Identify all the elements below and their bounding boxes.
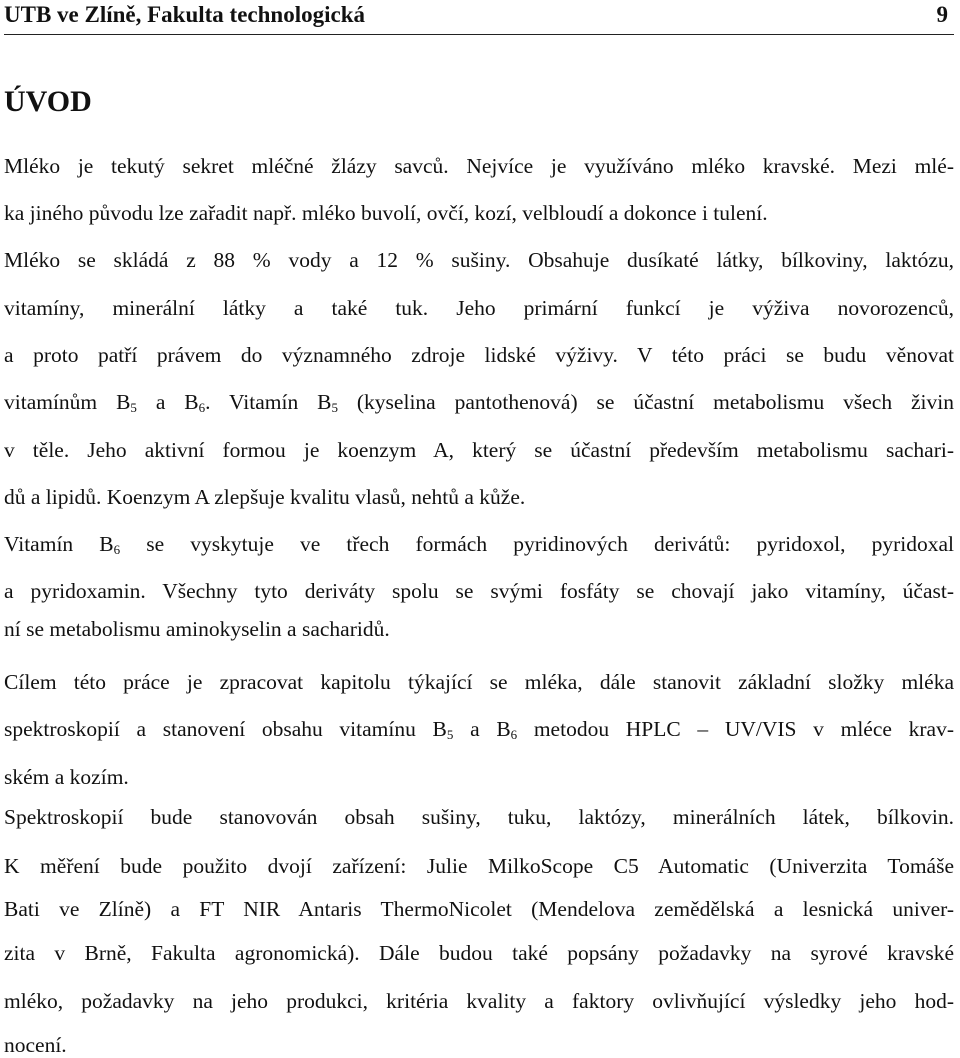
text-run: ní se metabolismu aminokyselin a sacharidů.: [4, 617, 390, 641]
text-run: v těle. Jeho aktivní formou je koenzym A, který se účastní především metabolismu sachari-: [4, 438, 954, 462]
text-run: vitamínům B: [4, 390, 131, 414]
text-run: dů a lipidů. Koenzym A zlepšuje kvalitu vlasů, nehtů a kůže.: [4, 485, 526, 509]
text-run: a proto patří právem do významného zdroje lidské výživy. V této práci se budu věnovat: [4, 343, 954, 367]
text-line: [4, 1032, 954, 1058]
subscript: 6: [113, 542, 121, 557]
text-run: mléko, požadavky na jeho produkci, kritéria kvality a faktory ovlivňující výsledky jeho hod-: [4, 989, 954, 1013]
text-line: [4, 578, 954, 604]
text-run: zita v Brně, Fakulta agronomická). Dále budou také popsány požadavky na syrové kravské: [4, 941, 954, 965]
text-run: . Vitamín B: [205, 390, 332, 414]
subscript: 5: [446, 727, 454, 742]
text-line: [4, 200, 954, 226]
text-line: [4, 616, 954, 642]
text-run: Spektroskopií bude stanovován obsah sušiny, tuku, laktózy, minerálních látek, bílkovin.: [4, 805, 954, 829]
text-line: [4, 531, 954, 557]
text-run: ka jiného původu lze zařadit např. mléko buvolí, ovčí, kozí, velbloudí a dokonce i tulení.: [4, 201, 768, 225]
text-run: vitamíny, minerální látky a také tuk. Jeho primární funkcí je výživa novorozenců,: [4, 296, 954, 320]
text-run: a pyridoxamin. Všechny tyto deriváty spolu se svými fosfáty se chovají jako vitamíny, účast-: [4, 579, 954, 603]
text-run: se vyskytuje ve třech formách pyridinových derivátů: pyridoxol, pyridoxal: [120, 532, 954, 556]
text-line: [4, 716, 954, 742]
text-run: ském a kozím.: [4, 765, 129, 789]
subscript: 6: [198, 400, 206, 415]
text-run: Mléko se skládá z 88 % vody a 12 % sušiny. Obsahuje dusíkaté látky, bílkoviny, laktózu,: [4, 248, 954, 272]
text-line: [4, 484, 954, 510]
text-line: [4, 896, 954, 922]
text-line: [4, 247, 954, 273]
text-run: Bati ve Zlíně) a FT NIR Antaris ThermoNicolet (Mendelova zemědělská a lesnická univer-: [4, 897, 954, 921]
text-run: Cílem této práce je zpracovat kapitolu týkající se mléka, dále stanovit základní složky mléka: [4, 670, 954, 694]
text-run: (kyselina pantothenová) se účastní metabolismu všech živin: [337, 390, 955, 414]
page-header: [4, 0, 954, 35]
text-line: [4, 342, 954, 368]
text-run: a B: [136, 390, 199, 414]
text-run: a B: [453, 717, 511, 741]
text-line: [4, 764, 954, 790]
section-heading: ÚVOD: [4, 85, 92, 118]
text-run: Mléko je tekutý sekret mléčné žlázy savců. Nejvíce je využíváno mléko kravské. Mezi mlé-: [4, 154, 954, 178]
text-line: [4, 804, 954, 830]
subscript: 6: [510, 727, 518, 742]
text-line: [4, 437, 954, 463]
subscript: 5: [130, 400, 137, 415]
subscript: 5: [331, 400, 338, 415]
text-line: [4, 853, 954, 879]
header-institution: UTB ve Zlíně, Fakulta technologická: [4, 2, 365, 27]
text-run: nocení.: [4, 1033, 67, 1057]
text-line: [4, 988, 954, 1014]
text-line: [4, 940, 954, 966]
text-line: [4, 295, 954, 321]
text-run: spektroskopií a stanovení obsahu vitamínu B: [4, 717, 447, 741]
text-line: [4, 389, 954, 415]
text-run: metodou HPLC – UV/VIS v mléce krav-: [517, 717, 954, 741]
text-run: K měření bude použito dvojí zařízení: Julie MilkoScope C5 Automatic (Univerzita Tomáše: [4, 854, 954, 878]
text-run: Vitamín B: [4, 532, 114, 556]
text-line: [4, 669, 954, 695]
text-line: [4, 153, 954, 179]
header-page-number: 9: [936, 2, 948, 27]
